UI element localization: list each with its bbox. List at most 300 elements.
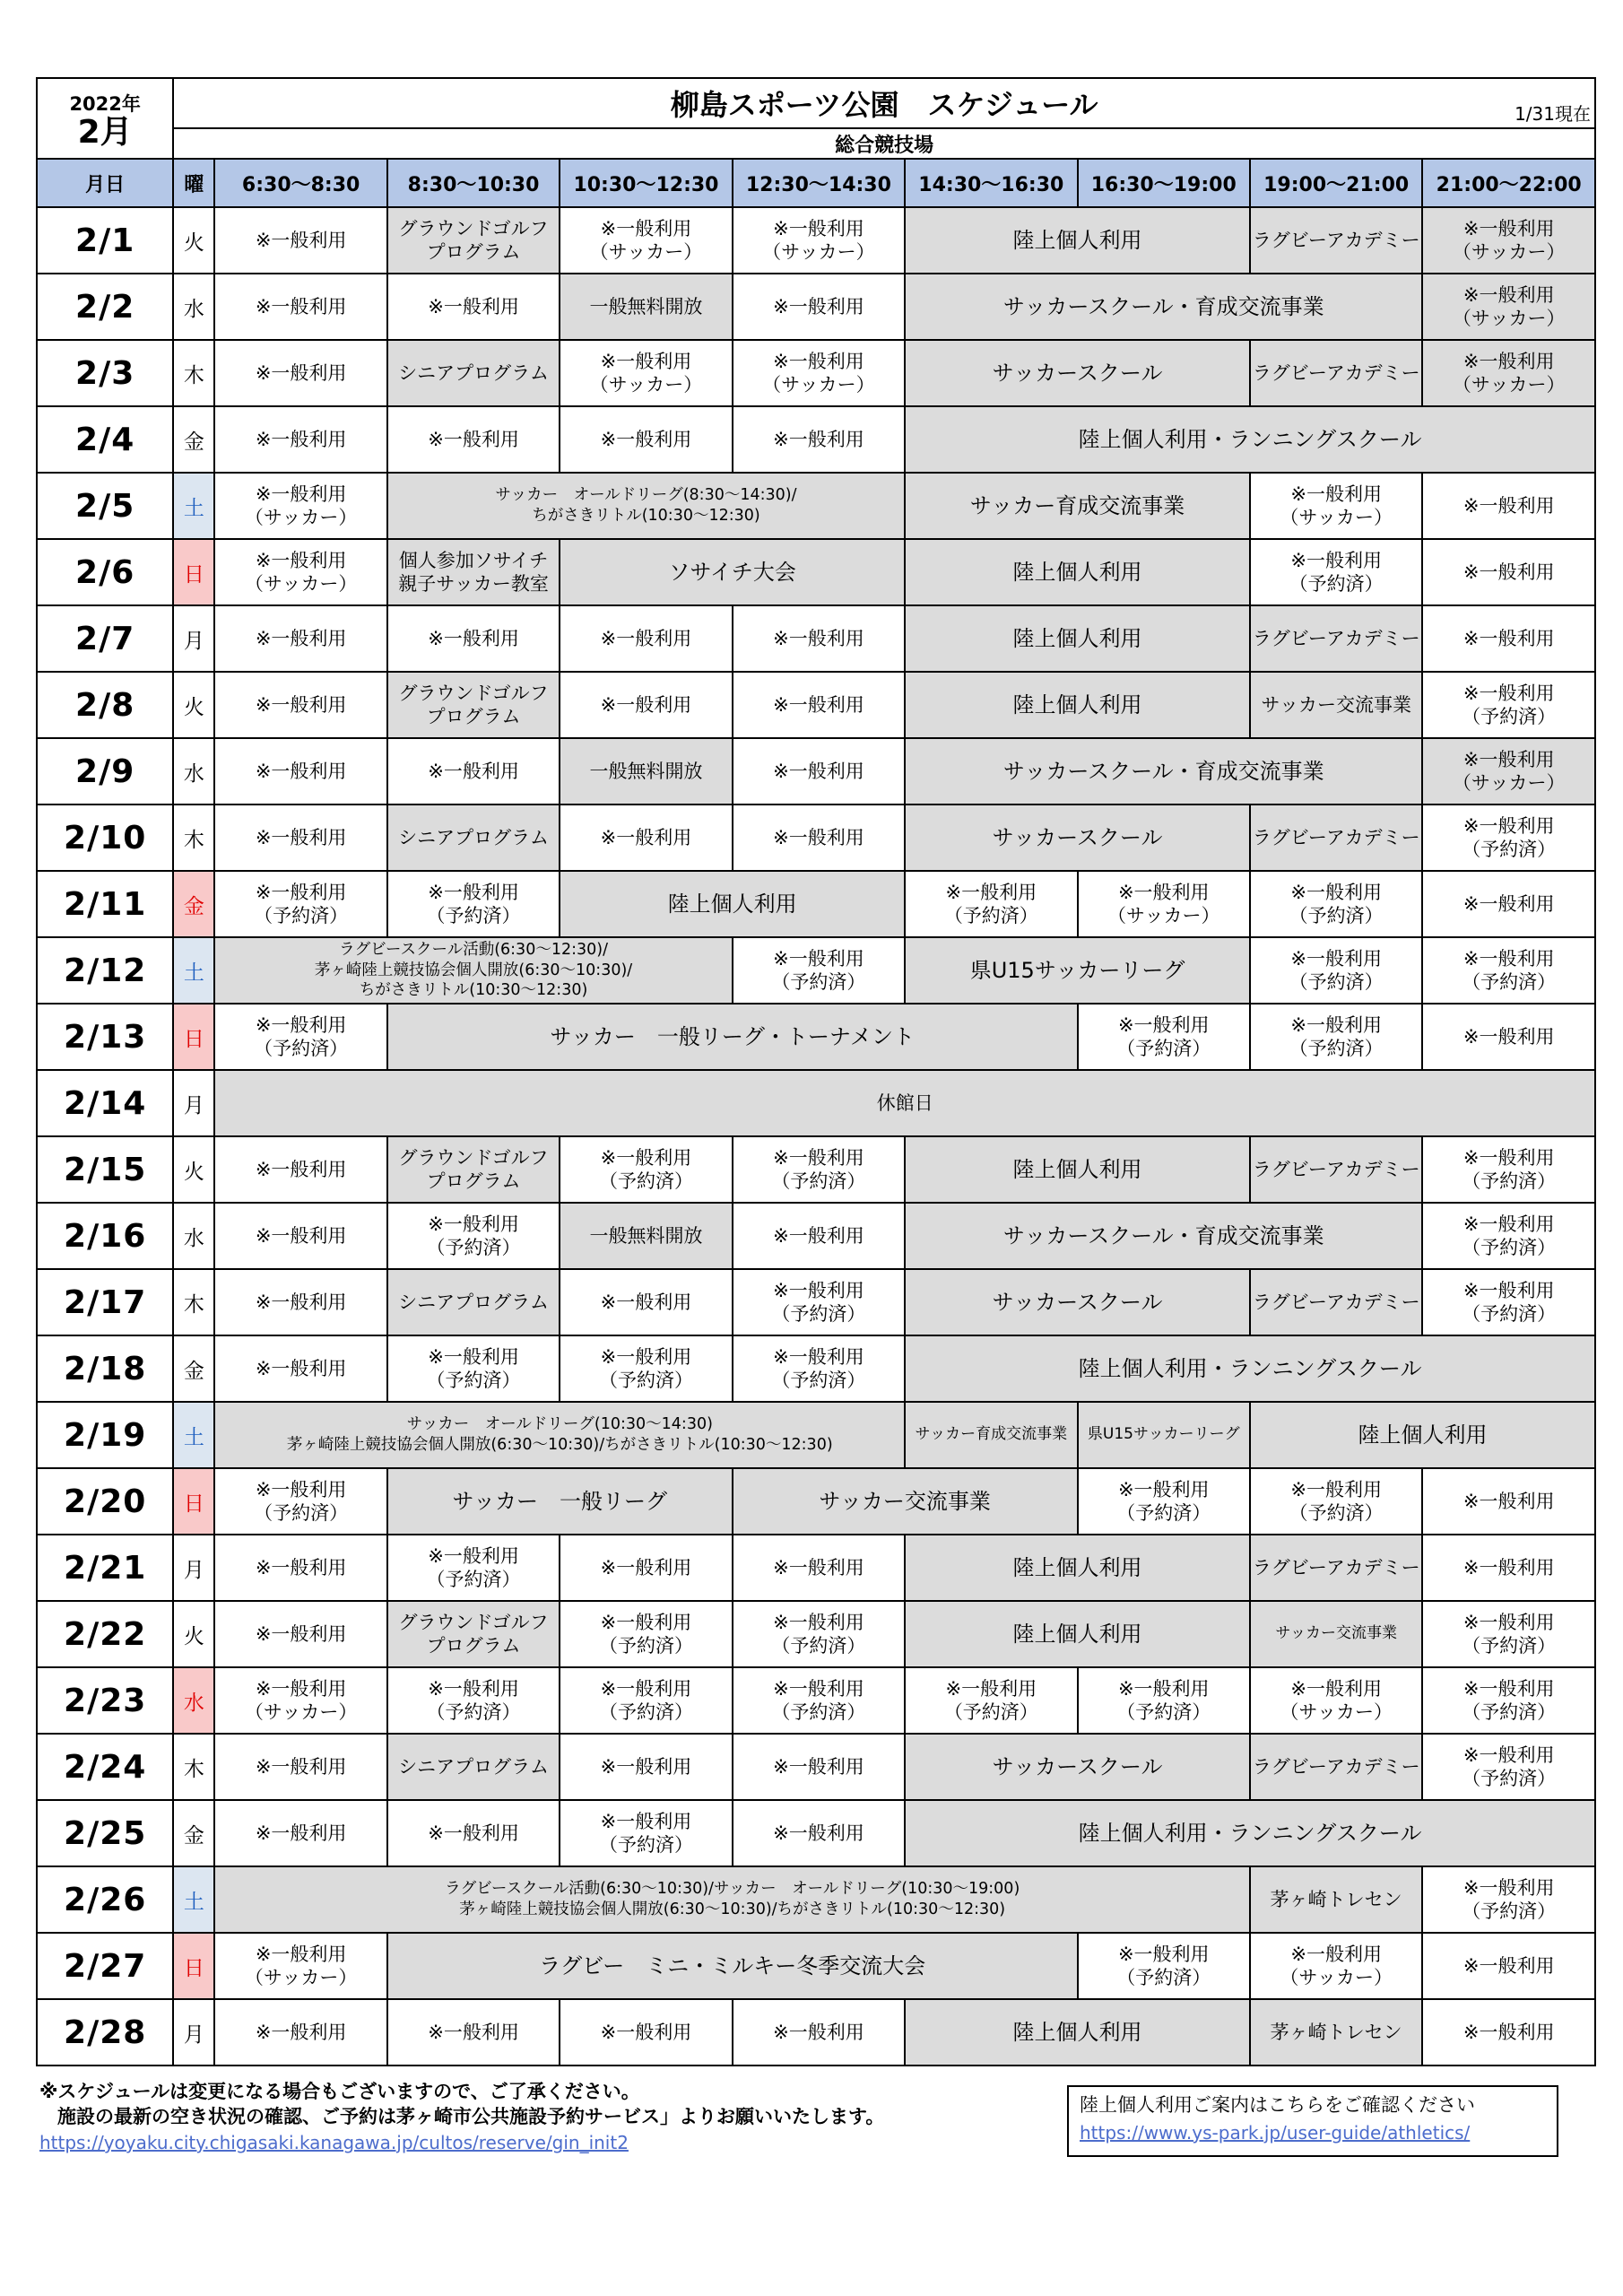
event-text: ラグビーアカデミー xyxy=(1252,1755,1420,1778)
event-cell xyxy=(387,1734,560,1800)
event-cell xyxy=(387,672,560,738)
event-text: （予約済） xyxy=(943,905,1038,926)
event-text: ※一般利用 xyxy=(428,428,519,450)
schedule-row xyxy=(37,1667,1595,1734)
event-cell xyxy=(905,738,1422,804)
event-cell xyxy=(560,1535,732,1601)
event-cell xyxy=(905,1601,1250,1667)
event-cell xyxy=(387,1468,733,1535)
schedule-row xyxy=(37,804,1595,871)
event-text: ラグビーアカデミー xyxy=(1252,1556,1420,1578)
date-cell: 2/24 xyxy=(37,1734,173,1800)
event-text: サッカー交流事業 xyxy=(1275,1624,1397,1643)
event-text: ※一般利用 xyxy=(428,1822,519,1844)
event-cell xyxy=(905,207,1250,274)
event-text: ※一般利用 xyxy=(255,483,347,505)
column-header: 16:30～19:00 xyxy=(1078,159,1250,207)
event-cell xyxy=(214,605,386,672)
event-cell xyxy=(905,605,1250,672)
event-text: 陸上個人利用 xyxy=(1012,692,1142,718)
event-cell xyxy=(1422,1601,1595,1667)
event-cell xyxy=(387,804,560,871)
event-cell xyxy=(560,1136,732,1203)
event-text: ※一般利用 xyxy=(600,1677,692,1700)
weekday-cell: 日 xyxy=(173,1933,214,1999)
event-text: （予約済） xyxy=(426,1701,521,1723)
event-text: ※一般利用 xyxy=(255,1478,347,1500)
event-text: ※一般利用 xyxy=(428,295,519,317)
event-cell xyxy=(1422,1535,1595,1601)
event-text: サッカー育成交流事業 xyxy=(969,493,1185,518)
column-header: 8:30～10:30 xyxy=(387,159,560,207)
weekday-cell: 月 xyxy=(173,1999,214,2066)
event-cell xyxy=(387,207,560,274)
event-text: （予約済） xyxy=(771,1303,866,1325)
weekday-cell: 木 xyxy=(173,340,214,406)
event-text: ちがさきリトル(10:30～12:30) xyxy=(532,507,760,525)
event-text: （予約済） xyxy=(771,1370,866,1391)
event-text: 一般無料開放 xyxy=(589,1224,703,1247)
event-text: ※一般利用 xyxy=(773,350,864,372)
event-cell xyxy=(1422,1734,1595,1800)
event-cell xyxy=(387,1004,1078,1070)
event-text: （サッカー） xyxy=(1452,241,1566,263)
event-cell xyxy=(905,1800,1595,1866)
event-cell xyxy=(1078,1468,1250,1535)
date-cell: 2/22 xyxy=(37,1601,173,1667)
event-text: （予約済） xyxy=(426,905,521,926)
event-text: シニアプログラム xyxy=(398,826,549,848)
event-cell xyxy=(560,406,732,473)
event-text: （予約済） xyxy=(1462,1701,1557,1723)
event-cell xyxy=(1422,871,1595,937)
event-text: 茅ヶ崎陸上競技協会個人開放(6:30～10:30)/ちがさきリトル(10:30～12:30) xyxy=(459,1900,1006,1918)
event-text: ※一般利用 xyxy=(1117,1677,1210,1700)
date-cell: 2/10 xyxy=(37,804,173,871)
event-cell xyxy=(905,274,1422,340)
event-text: ラグビーアカデミー xyxy=(1252,229,1420,251)
event-cell xyxy=(905,804,1250,871)
event-cell xyxy=(214,1800,386,1866)
schedule-row xyxy=(37,672,1595,738)
event-text: （予約済） xyxy=(771,971,866,993)
event-text: （予約済） xyxy=(1116,1701,1211,1723)
event-text: ※一般利用 xyxy=(1462,1213,1555,1235)
event-cell xyxy=(1250,473,1422,539)
event-text: （サッカー） xyxy=(1280,507,1393,528)
event-cell xyxy=(733,1667,905,1734)
event-text: サッカースクール・育成交流事業 xyxy=(1002,1223,1324,1248)
event-text: サッカー 一般リーグ・トーナメント xyxy=(550,1024,915,1049)
event-cell xyxy=(1250,1136,1422,1203)
event-text: ※一般利用 xyxy=(600,217,692,239)
event-cell xyxy=(1422,672,1595,738)
event-text: ※一般利用 xyxy=(1462,682,1555,704)
weekday-cell: 金 xyxy=(173,406,214,473)
event-text: （予約済） xyxy=(771,1635,866,1657)
date-cell: 2/17 xyxy=(37,1269,173,1335)
date-cell: 2/23 xyxy=(37,1667,173,1734)
date-cell: 2/14 xyxy=(37,1070,173,1136)
event-text: （予約済） xyxy=(1462,1237,1557,1258)
event-text: （予約済） xyxy=(1462,971,1557,993)
event-text: ※一般利用 xyxy=(600,1345,692,1368)
event-cell xyxy=(1422,937,1595,1004)
event-cell xyxy=(560,274,732,340)
event-text: ※一般利用 xyxy=(1117,1478,1210,1500)
weekday-cell: 土 xyxy=(173,473,214,539)
event-cell xyxy=(905,1999,1250,2066)
event-text: プログラム xyxy=(426,706,521,727)
event-text: サッカースクール xyxy=(992,361,1163,386)
event-text: ※一般利用 xyxy=(428,1677,519,1700)
event-text: ※一般利用 xyxy=(945,881,1037,903)
event-text: プログラム xyxy=(426,1635,521,1657)
event-text: （予約済） xyxy=(1462,1303,1557,1325)
event-cell xyxy=(1078,1933,1250,1999)
event-text: ※一般利用 xyxy=(1462,1146,1555,1169)
event-cell xyxy=(1250,1402,1595,1468)
event-cell xyxy=(560,340,732,406)
weekday-cell: 火 xyxy=(173,672,214,738)
event-text: ※一般利用 xyxy=(1462,1954,1555,1977)
event-text: 県U15サッカーリーグ xyxy=(969,958,1185,983)
event-cell xyxy=(214,473,386,539)
event-cell xyxy=(387,605,560,672)
month-header xyxy=(37,78,173,159)
event-cell xyxy=(1422,1136,1595,1203)
event-text: ラグビー ミニ・ミルキー冬季交流大会 xyxy=(539,1953,926,1979)
column-header: 21:00～22:00 xyxy=(1422,159,1595,207)
event-cell xyxy=(733,937,905,1004)
column-header: 10:30～12:30 xyxy=(560,159,732,207)
event-text: サッカー育成交流事業 xyxy=(915,1425,1068,1444)
column-header-row xyxy=(37,159,1595,207)
event-text: ※一般利用 xyxy=(773,1677,864,1700)
date-cell: 2/4 xyxy=(37,406,173,473)
event-cell xyxy=(1422,473,1595,539)
event-text: （サッカー） xyxy=(589,241,703,263)
event-cell xyxy=(387,539,560,605)
event-cell xyxy=(214,207,386,274)
event-cell xyxy=(733,1601,905,1667)
event-text: 陸上個人利用 xyxy=(1012,560,1142,585)
schedule-row xyxy=(37,539,1595,605)
weekday-cell: 火 xyxy=(173,1601,214,1667)
event-cell xyxy=(1250,1601,1422,1667)
event-text: ※一般利用 xyxy=(1462,1744,1555,1766)
event-text: 陸上個人利用 xyxy=(1012,228,1142,253)
athletics-info-link[interactable]: https://www.ys-park.jp/user-guide/athletics/ xyxy=(1080,2122,1471,2144)
event-text: （予約済） xyxy=(1116,1967,1211,1988)
event-text: （サッカー） xyxy=(244,573,358,595)
event-text: ※一般利用 xyxy=(255,295,347,317)
event-text: （予約済） xyxy=(426,1569,521,1590)
date-cell: 2/12 xyxy=(37,937,173,1004)
event-text: ※一般利用 xyxy=(255,1622,347,1645)
weekday-cell: 土 xyxy=(173,937,214,1004)
weekday-cell: 水 xyxy=(173,274,214,340)
event-cell xyxy=(214,1535,386,1601)
event-text: ラグビーアカデミー xyxy=(1252,826,1420,848)
event-text: ※一般利用 xyxy=(1462,561,1555,583)
event-cell xyxy=(214,1601,386,1667)
weekday-cell: 木 xyxy=(173,1734,214,1800)
reservation-notice: 施設の最新の空き状況の確認、ご予約は茅ヶ崎市公共施設予約サービス」よりお願いいたします。 xyxy=(57,2106,885,2127)
schedule-row xyxy=(37,406,1595,473)
event-cell xyxy=(905,871,1077,937)
event-cell xyxy=(905,1203,1422,1269)
event-cell xyxy=(733,1203,905,1269)
event-text: （予約済） xyxy=(943,1701,1038,1723)
event-cell xyxy=(387,1667,560,1734)
date-cell: 2/16 xyxy=(37,1203,173,1269)
column-header: 19:00～21:00 xyxy=(1250,159,1422,207)
event-cell xyxy=(560,1335,732,1402)
event-cell xyxy=(1250,1667,1422,1734)
title-cell xyxy=(173,78,1595,128)
schedule-row xyxy=(37,1601,1595,1667)
event-text: ※一般利用 xyxy=(1462,1677,1555,1700)
event-text: ※一般利用 xyxy=(945,1677,1037,1700)
event-cell xyxy=(214,937,732,1004)
event-text: ※一般利用 xyxy=(1290,483,1382,505)
event-text: 茅ヶ崎トレセン xyxy=(1270,2021,1402,2043)
schedule-row xyxy=(37,1866,1595,1933)
event-text: ※一般利用 xyxy=(1117,881,1210,903)
event-text: （予約済） xyxy=(1462,1635,1557,1657)
event-cell xyxy=(905,539,1250,605)
schedule-row xyxy=(37,1402,1595,1468)
weekday-cell: 金 xyxy=(173,871,214,937)
event-text: ※一般利用 xyxy=(255,1755,347,1778)
event-cell xyxy=(1250,937,1422,1004)
event-cell xyxy=(733,1999,905,2066)
event-text: （サッカー） xyxy=(1452,374,1566,396)
date-cell: 2/6 xyxy=(37,539,173,605)
weekday-cell: 月 xyxy=(173,1535,214,1601)
event-cell xyxy=(733,1535,905,1601)
event-cell xyxy=(1078,1402,1250,1468)
footer-notes xyxy=(39,2079,1053,2156)
event-cell xyxy=(560,738,732,804)
event-text: （予約済） xyxy=(1289,573,1384,595)
event-cell xyxy=(1250,804,1422,871)
event-text: プログラム xyxy=(426,241,521,263)
event-text: 陸上個人利用 xyxy=(1358,1422,1488,1448)
event-text: サッカースクール xyxy=(992,1290,1163,1315)
column-header: 6:30～8:30 xyxy=(214,159,386,207)
event-text: ※一般利用 xyxy=(773,428,864,450)
event-cell xyxy=(733,1335,905,1402)
event-cell xyxy=(560,207,732,274)
event-cell xyxy=(733,1468,1078,1535)
event-cell xyxy=(1422,1866,1595,1933)
event-cell xyxy=(733,207,905,274)
event-text: 個人参加ソサイチ xyxy=(398,549,549,571)
event-text: ちがさきリトル(10:30～12:30) xyxy=(359,981,588,1000)
date-cell: 2/18 xyxy=(37,1335,173,1402)
event-cell xyxy=(1422,1933,1595,1999)
event-text: 陸上個人利用 xyxy=(1012,2020,1142,2045)
event-text: ※一般利用 xyxy=(773,295,864,317)
event-text: シニアプログラム xyxy=(398,1291,549,1313)
schedule-row xyxy=(37,1269,1595,1335)
event-text: （予約済） xyxy=(1116,1038,1211,1059)
event-text: ※一般利用 xyxy=(255,229,347,251)
event-cell xyxy=(905,473,1250,539)
schedule-row xyxy=(37,1070,1595,1136)
weekday-cell: 金 xyxy=(173,1335,214,1402)
event-text: ※一般利用 xyxy=(600,350,692,372)
event-cell xyxy=(1250,1004,1422,1070)
event-cell xyxy=(1422,1203,1595,1269)
event-cell xyxy=(1250,672,1422,738)
date-cell: 2/7 xyxy=(37,605,173,672)
event-cell xyxy=(214,1136,386,1203)
event-cell xyxy=(905,1136,1250,1203)
event-text: サッカー交流事業 xyxy=(1261,693,1411,716)
event-cell xyxy=(905,406,1595,473)
event-cell xyxy=(387,1136,560,1203)
event-cell xyxy=(1250,1468,1422,1535)
event-text: ※一般利用 xyxy=(428,1213,519,1235)
event-text: 陸上個人利用 xyxy=(1012,626,1142,651)
event-text: ※一般利用 xyxy=(773,826,864,848)
event-text: ※一般利用 xyxy=(600,2021,692,2043)
event-cell xyxy=(1250,1999,1422,2066)
event-text: ※一般利用 xyxy=(428,760,519,782)
event-text: ※一般利用 xyxy=(773,1556,864,1578)
event-cell xyxy=(387,1269,560,1335)
date-cell: 2/9 xyxy=(37,738,173,804)
event-cell xyxy=(387,1601,560,1667)
event-text: ※一般利用 xyxy=(428,1544,519,1567)
event-text: ※一般利用 xyxy=(1290,549,1382,571)
event-text: （予約済） xyxy=(1462,1170,1557,1192)
schedule-row xyxy=(37,1999,1595,2066)
event-text: ※一般利用 xyxy=(1462,748,1555,770)
date-cell: 2/25 xyxy=(37,1800,173,1866)
event-cell xyxy=(1078,1004,1250,1070)
event-text: グラウンドゴルフ xyxy=(398,1146,549,1169)
event-text: ※一般利用 xyxy=(773,1224,864,1247)
event-text: ※一般利用 xyxy=(600,693,692,716)
event-cell xyxy=(387,1999,560,2066)
event-text: ※一般利用 xyxy=(1462,947,1555,970)
event-text: ※一般利用 xyxy=(255,1943,347,1965)
event-text: （サッカー） xyxy=(244,1967,358,1988)
weekday-cell: 日 xyxy=(173,1468,214,1535)
event-cell xyxy=(560,1800,732,1866)
event-cell xyxy=(733,274,905,340)
event-cell xyxy=(214,1070,1595,1136)
event-text: （サッカー） xyxy=(762,374,875,396)
schedule-row xyxy=(37,340,1595,406)
event-text: ※一般利用 xyxy=(255,627,347,649)
event-text: ※一般利用 xyxy=(255,1677,347,1700)
event-cell xyxy=(733,738,905,804)
weekday-cell: 火 xyxy=(173,1136,214,1203)
event-cell xyxy=(1422,738,1595,804)
event-text: （予約済） xyxy=(598,1635,693,1657)
event-text: ※一般利用 xyxy=(600,627,692,649)
event-text: ※一般利用 xyxy=(600,1146,692,1169)
weekday-cell: 土 xyxy=(173,1402,214,1468)
event-cell xyxy=(214,1667,386,1734)
event-text: ※一般利用 xyxy=(428,2021,519,2043)
event-cell xyxy=(560,804,732,871)
event-text: （予約済） xyxy=(598,1370,693,1391)
event-text: 一般無料開放 xyxy=(589,760,703,782)
as-of-date: 1/31現在 xyxy=(1515,103,1591,125)
event-cell xyxy=(1422,539,1595,605)
event-cell xyxy=(1422,340,1595,406)
event-cell xyxy=(214,1203,386,1269)
event-text: グラウンドゴルフ xyxy=(398,682,549,704)
event-cell xyxy=(905,1402,1077,1468)
event-cell xyxy=(1250,539,1422,605)
event-cell xyxy=(387,406,560,473)
event-cell xyxy=(387,274,560,340)
event-text: 一般無料開放 xyxy=(589,295,703,317)
event-cell xyxy=(1250,1866,1422,1933)
column-header: 14:30～16:30 xyxy=(905,159,1077,207)
event-text: ※一般利用 xyxy=(255,1822,347,1844)
event-text: プログラム xyxy=(426,1170,521,1192)
weekday-cell: 木 xyxy=(173,804,214,871)
event-cell xyxy=(214,1933,386,1999)
event-text: （サッカー） xyxy=(1280,1701,1393,1723)
event-text: ※一般利用 xyxy=(1290,1013,1382,1036)
event-text: ※一般利用 xyxy=(773,217,864,239)
event-cell xyxy=(1422,274,1595,340)
event-text: （サッカー） xyxy=(762,241,875,263)
event-text: 陸上個人利用 xyxy=(1012,1622,1142,1647)
event-cell xyxy=(560,1667,732,1734)
athletics-info-box xyxy=(1067,2085,1558,2157)
event-text: ※一般利用 xyxy=(255,826,347,848)
event-text: ※一般利用 xyxy=(1290,947,1382,970)
event-text: ※一般利用 xyxy=(255,2021,347,2043)
event-text: （予約済） xyxy=(426,1370,521,1391)
schedule-row xyxy=(37,1004,1595,1070)
schedule-row xyxy=(37,1468,1595,1535)
event-cell xyxy=(560,672,732,738)
event-cell xyxy=(1422,1667,1595,1734)
event-text: ※一般利用 xyxy=(773,2021,864,2043)
event-text: ※一般利用 xyxy=(773,1755,864,1778)
event-text: ※一般利用 xyxy=(255,1556,347,1578)
event-text: ※一般利用 xyxy=(773,1822,864,1844)
event-cell xyxy=(733,605,905,672)
event-text: ラグビーアカデミー xyxy=(1252,1291,1420,1313)
event-cell xyxy=(560,1269,732,1335)
event-text: ※一般利用 xyxy=(1117,1013,1210,1036)
reservation-link[interactable]: https://yoyaku.city.chigasaki.kanagawa.jp/cultos/reserve/gin_init2 xyxy=(39,2132,629,2153)
event-text: （予約済） xyxy=(598,1701,693,1723)
event-cell xyxy=(387,340,560,406)
event-text: 陸上個人利用 xyxy=(1012,1555,1142,1580)
event-text: ※一般利用 xyxy=(600,1755,692,1778)
schedule-row xyxy=(37,1734,1595,1800)
event-cell xyxy=(214,340,386,406)
event-text: シニアプログラム xyxy=(398,1755,549,1778)
event-cell xyxy=(733,672,905,738)
event-cell xyxy=(1250,871,1422,937)
event-text: サッカースクール・育成交流事業 xyxy=(1002,294,1324,319)
event-cell xyxy=(1250,207,1422,274)
